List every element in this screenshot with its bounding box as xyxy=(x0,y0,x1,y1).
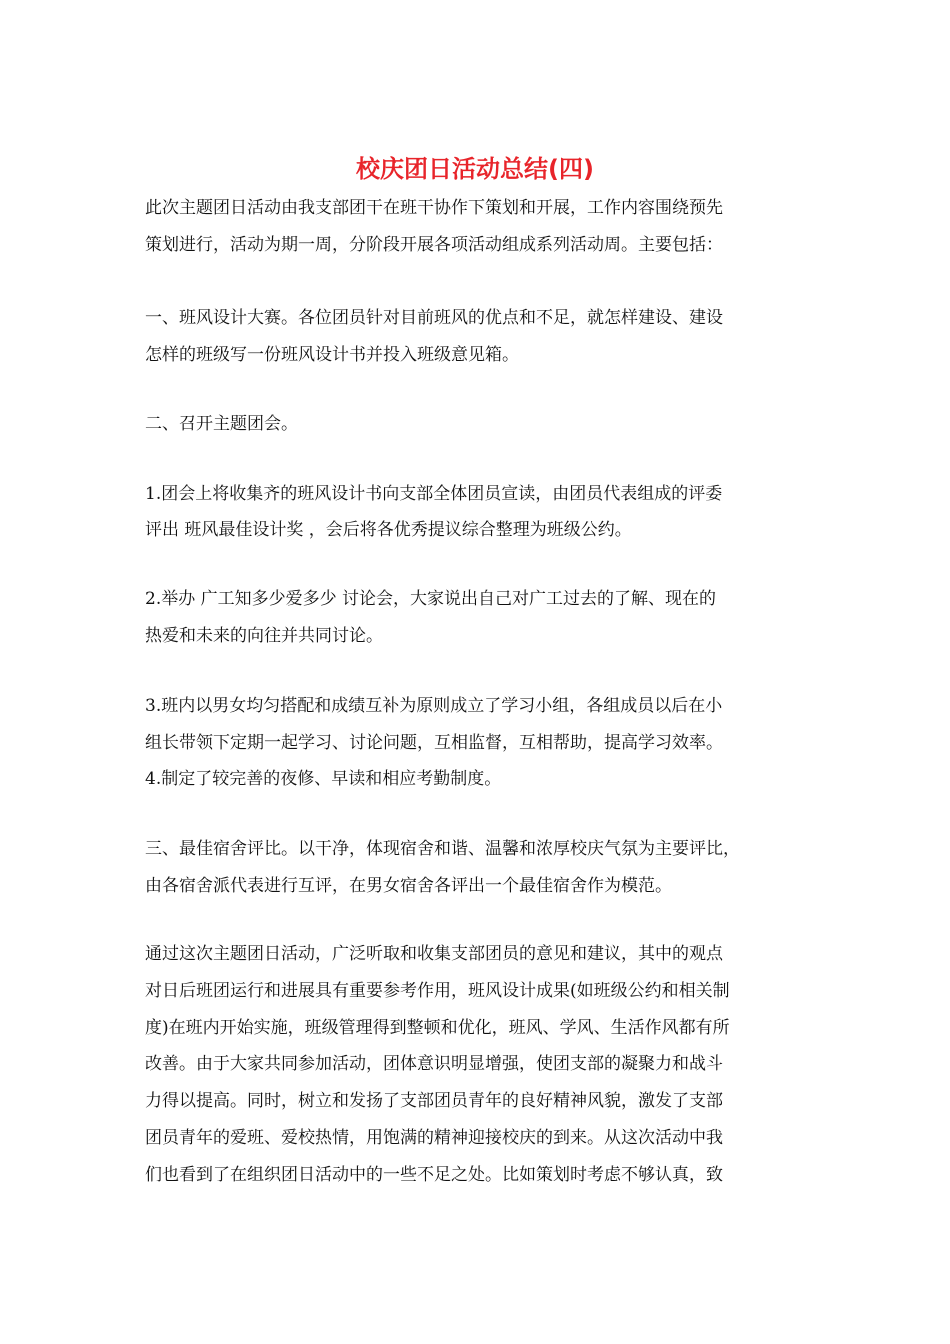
body-line: 三、最佳宿舍评比。以干净，体现宿舍和谐、温馨和浓厚校庆气氛为主要评比， xyxy=(145,839,740,859)
body-line: 们也看到了在组织团日活动中的一些不足之处。比如策划时考虑不够认真，致 xyxy=(145,1165,723,1185)
body-line: 1.团会上将收集齐的班风设计书向支部全体团员宣读，由团员代表组成的评委 xyxy=(145,484,723,504)
body-line: 2.举办 广工知多少爱多少 讨论会，大家说出自己对广工过去的了解、现在的 xyxy=(145,589,717,609)
body-line: 对日后班团运行和进展具有重要参考作用，班风设计成果(如班级公约和相关制 xyxy=(145,981,730,1001)
document-title: 校庆团日活动总结(四) xyxy=(356,155,594,183)
body-line: 怎样的班级写一份班风设计书并投入班级意见箱。 xyxy=(145,345,519,365)
body-line: 改善。由于大家共同参加活动，团体意识明显增强，使团支部的凝聚力和战斗 xyxy=(145,1054,723,1074)
body-line: 4.制定了较完善的夜修、早读和相应考勤制度。 xyxy=(145,769,502,789)
body-line: 此次主题团日活动由我支部团干在班干协作下策划和开展，工作内容围绕预先 xyxy=(145,198,723,218)
body-line: 由各宿舍派代表进行互评，在男女宿舍各评出一个最佳宿舍作为模范。 xyxy=(145,876,672,896)
body-line: 力得以提高。同时，树立和发扬了支部团员青年的良好精神风貌，激发了支部 xyxy=(145,1091,723,1111)
body-line: 3.班内以男女均匀搭配和成绩互补为原则成立了学习小组，各组成员以后在小 xyxy=(145,696,723,716)
body-line: 一、班风设计大赛。各位团员针对目前班风的优点和不足，就怎样建设、建设 xyxy=(145,308,723,328)
body-line: 策划进行，活动为期一周，分阶段开展各项活动组成系列活动周。主要包括： xyxy=(145,235,723,255)
body-line: 通过这次主题团日活动，广泛听取和收集支部团员的意见和建议，其中的观点 xyxy=(145,944,723,964)
body-line: 二、召开主题团会。 xyxy=(145,414,298,434)
body-line: 度)在班内开始实施，班级管理得到整顿和优化，班风、学风、生活作风都有所 xyxy=(145,1018,730,1038)
body-line: 团员青年的爱班、爱校热情，用饱满的精神迎接校庆的到来。从这次活动中我 xyxy=(145,1128,723,1148)
body-line: 热爱和未来的向往并共同讨论。 xyxy=(145,626,383,646)
body-line: 评出 班风最佳设计奖 ，会后将各优秀提议综合整理为班级公约。 xyxy=(145,520,632,540)
body-line: 组长带领下定期一起学习、讨论问题，互相监督，互相帮助，提高学习效率。 xyxy=(145,733,723,753)
